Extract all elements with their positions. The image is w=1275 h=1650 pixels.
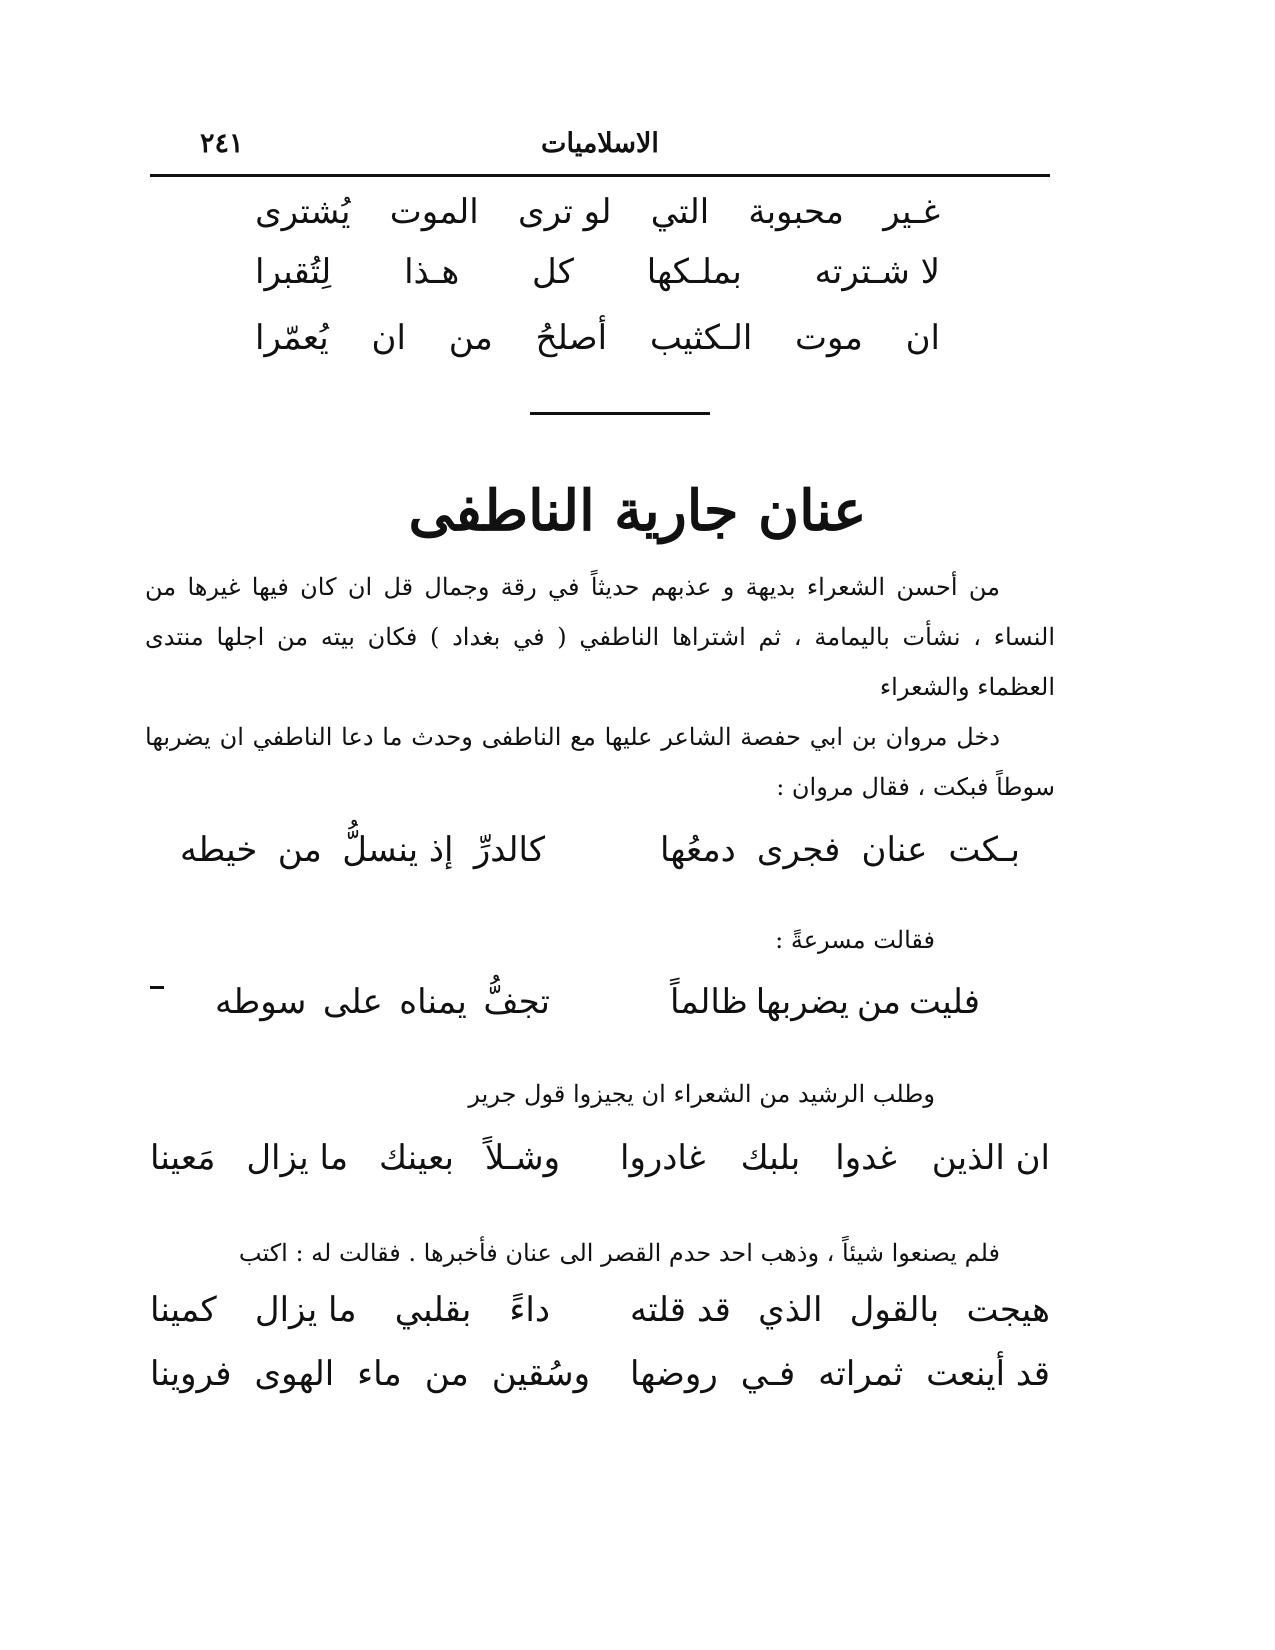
poem-line-1: [255, 192, 940, 232]
second-hemistich: [180, 830, 545, 870]
word: دمعُها: [660, 830, 736, 870]
running-title: الاسلاميات: [541, 128, 659, 159]
section-separator: [530, 412, 710, 415]
first-hemistich: [630, 1290, 1050, 1330]
word: ثمراته: [818, 1354, 904, 1394]
header-rule: [150, 174, 1050, 177]
word: لو ترى: [517, 192, 612, 232]
word: كمينا: [150, 1290, 217, 1330]
word: فليت: [908, 982, 980, 1022]
word: يُشترى: [255, 192, 351, 232]
word: قد قلته: [630, 1290, 731, 1330]
word: الموت: [389, 192, 479, 232]
second-hemistich: [215, 982, 550, 1022]
second-hemistich: [150, 1354, 590, 1394]
word: هيجت: [966, 1290, 1050, 1330]
word: من: [277, 830, 322, 870]
word: فروينا: [150, 1354, 232, 1394]
word: أصلحُ: [535, 318, 608, 358]
word: من: [448, 318, 493, 358]
verse-inan: [215, 982, 980, 1022]
word: يُعمّرا: [255, 318, 329, 358]
word: كل: [532, 252, 574, 292]
verse-reply-2: [150, 1354, 1050, 1394]
word: روضها: [630, 1354, 718, 1394]
word: من: [424, 1354, 469, 1394]
word: فجرى: [756, 830, 841, 870]
word: قد أينعت: [926, 1354, 1050, 1394]
word: غادروا: [620, 1138, 706, 1178]
paragraph-inan-reply: [145, 1228, 1055, 1278]
word: وسُقين: [491, 1354, 590, 1394]
word: موت: [795, 318, 863, 358]
paragraph-text: فلم يصنعوا شيئاً ، وذهب احد حدم القصر الى عنان فأخبرها . فقالت له : اكتب: [238, 1239, 1000, 1267]
word: وشـلاً: [484, 1138, 560, 1178]
word: إذ ينسلُّ: [342, 830, 454, 870]
word: بالقول: [849, 1290, 940, 1330]
poem-line-3: [255, 318, 940, 358]
word: خيطه: [180, 830, 258, 870]
second-hemistich: [150, 1138, 560, 1178]
word: ظالماً: [670, 982, 748, 1022]
word: الهوى: [254, 1354, 335, 1394]
word: ما يزال: [246, 1138, 349, 1178]
word: يضربها: [755, 982, 849, 1022]
paragraph-intro: [145, 562, 1055, 712]
paragraph-marwan: [145, 712, 1055, 812]
verse-jarir: [150, 1138, 1050, 1178]
word: كالدرِّ: [473, 830, 545, 870]
word: ان: [371, 318, 406, 358]
word: عنان: [861, 830, 928, 870]
word: مَعينا: [150, 1138, 216, 1178]
paragraph-text: دخل مروان بن ابي حفصة الشاعر عليها مع الناطفى وحدث ما دعا الناطفي ان يضربها سوطاً فبكت ، فقال مروان :: [145, 723, 1055, 801]
word: ان الذين: [931, 1138, 1050, 1178]
section-title: عنان جارية الناطفى: [408, 478, 867, 544]
word: لِتُقبرا: [255, 252, 332, 292]
word: بعينك: [378, 1138, 454, 1178]
word: لا شـترته: [814, 252, 940, 292]
first-hemistich: [630, 1354, 1050, 1394]
word: بـكت: [948, 830, 1020, 870]
verse-reply-1: [150, 1290, 1050, 1330]
word: يمناه: [399, 982, 467, 1022]
second-hemistich: [150, 1290, 550, 1330]
word: غـير: [883, 192, 940, 232]
word: فـي: [740, 1354, 796, 1394]
verse-marwan: [180, 830, 1020, 870]
word: على: [322, 982, 383, 1022]
label-rashid: وطلب الرشيد من الشعراء ان يجيزوا قول جرير: [468, 1080, 935, 1108]
word: الذي: [758, 1290, 823, 1330]
word: سوطه: [215, 982, 307, 1022]
word: الـكثيب: [649, 318, 753, 358]
paragraph-text: من أحسن الشعراء بديهة و عذبهم حديثاً في رقة وجمال قل ان كان فيها غيرها من النساء ، نشأت باليمامة ، ثم اشتراها الناطفي ( في بغداد ) فكان بيته من اجلها منتدى العظماء والشعراء: [145, 573, 1055, 701]
word: التي: [650, 192, 710, 232]
page-number: ٢٤١: [200, 128, 244, 159]
word: من: [856, 982, 901, 1022]
word: بقلبي: [394, 1290, 472, 1330]
word: ما يزال: [254, 1290, 357, 1330]
first-hemistich: [660, 830, 1020, 870]
word: داءً: [509, 1290, 550, 1330]
label-she-said: فقالت مسرعةً :: [775, 926, 935, 954]
poem-line-2: [255, 252, 940, 292]
word: غدوا: [835, 1138, 897, 1178]
margin-mark: [150, 986, 164, 989]
first-hemistich: [620, 1138, 1050, 1178]
word: ان: [905, 318, 940, 358]
first-hemistich: [670, 982, 980, 1022]
word: بملـكها: [646, 252, 742, 292]
word: تجفُّ: [483, 982, 550, 1022]
page-header: [150, 128, 1050, 172]
word: هـذا: [404, 252, 460, 292]
word: بلبك: [740, 1138, 801, 1178]
word: ماء: [357, 1354, 402, 1394]
word: محبوبة: [748, 192, 845, 232]
